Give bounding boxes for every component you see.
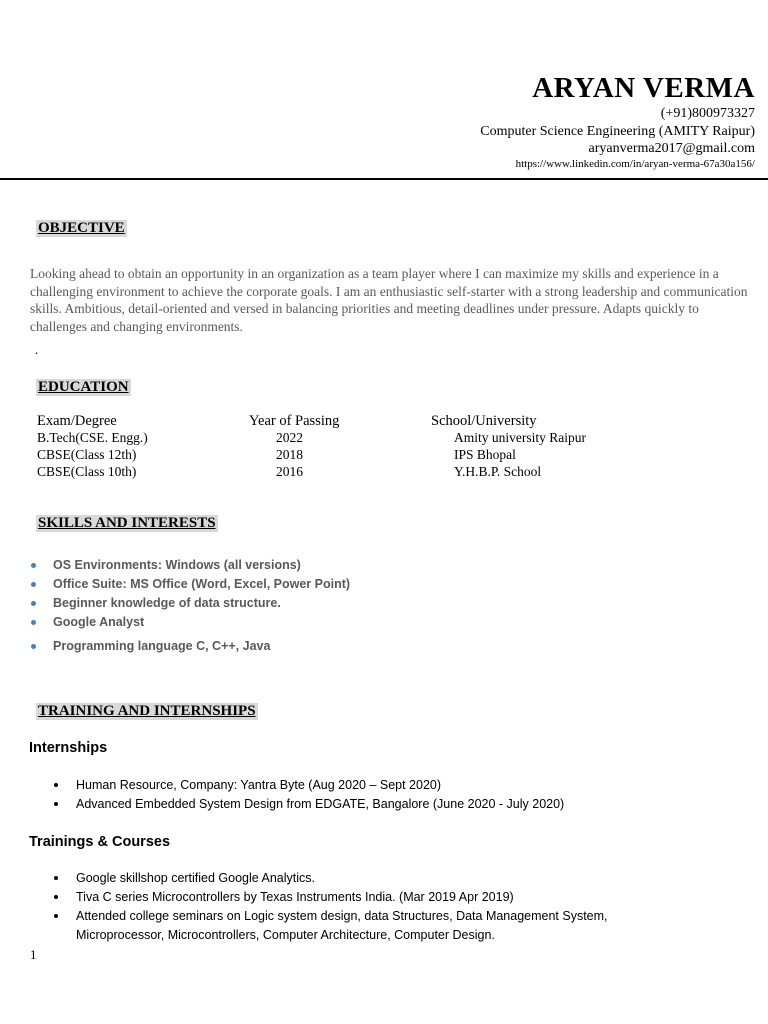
list-item-continuation xyxy=(54,926,608,945)
email-address: aryanverma2017@gmail.com xyxy=(588,141,755,156)
skills-list xyxy=(30,556,350,656)
candidate-name: ARYAN VERMA xyxy=(532,72,755,104)
education-school xyxy=(431,447,516,463)
column-header-degree: Exam/Degree xyxy=(37,413,117,429)
education-school-text: Amity university Raipur xyxy=(454,430,586,445)
internships-subheading: Internships xyxy=(29,740,108,756)
skills-heading: SKILLS AND INTERESTS xyxy=(38,515,216,531)
list-item: Tiva C series Microcontrollers by Texas Instruments India. (Mar 2019 Apr 2019) xyxy=(54,888,608,907)
education-school-text: Y.H.B.P. School xyxy=(454,464,542,479)
education-school xyxy=(431,430,586,446)
education-year: 2016 xyxy=(276,464,303,479)
list-item: Human Resource, Company: Yantra Byte (Aug 2020 – Sept 2020) xyxy=(54,776,564,795)
stray-dot: . xyxy=(35,342,39,357)
degree-line: Computer Science Engineering (AMITY Raipur) xyxy=(480,124,755,139)
education-school xyxy=(431,464,541,480)
page-number: 1 xyxy=(30,947,37,962)
list-item: Attended college seminars on Logic system design, data Structures, Data Management System, xyxy=(54,907,608,926)
objective-heading: OBJECTIVE xyxy=(38,220,125,236)
education-year: 2022 xyxy=(276,430,303,445)
objective-text: Looking ahead to obtain an opportunity in an organization as a team player where I can maximize my skills and experience in a challenging environment to achieve the corporate goals. I am an enthusiastic self-starter with a strong leadership and communication skills. Ambitious, detail-oriented and versed in balancing priorities and meeting deadlines under pressure. Adapts quickly to challenges and changing environments. xyxy=(30,266,748,334)
education-degree: CBSE(Class 12th) xyxy=(37,447,137,462)
list-item: Beginner knowledge of data structure. xyxy=(30,594,350,613)
column-header-year: Year of Passing xyxy=(249,413,340,429)
continuation-text: Microprocessor, Microcontrollers, Computer Architecture, Computer Design. xyxy=(76,928,495,942)
education-heading: EDUCATION xyxy=(38,379,129,395)
list-item: Google Analyst xyxy=(30,613,350,632)
column-header-school: School/University xyxy=(431,413,537,429)
list-item: Advanced Embedded System Design from EDGATE, Bangalore (June 2020 - July 2020) xyxy=(54,795,564,814)
training-heading: TRAINING AND INTERNSHIPS xyxy=(38,703,256,719)
phone-number: (+91)800973327 xyxy=(660,106,755,121)
linkedin-url: https://www.linkedin.com/in/aryan-verma-67a30a156/ xyxy=(515,158,755,170)
list-item: OS Environments: Windows (all versions) xyxy=(30,556,350,575)
list-item: Google skillshop certified Google Analytics. xyxy=(54,869,608,888)
education-year: 2018 xyxy=(276,447,303,462)
education-degree: B.Tech(CSE. Engg.) xyxy=(37,430,148,445)
courses-list xyxy=(54,869,608,945)
header-divider xyxy=(0,178,768,180)
education-school-text: IPS Bhopal xyxy=(454,447,516,462)
courses-subheading: Trainings & Courses xyxy=(29,834,171,850)
education-degree: CBSE(Class 10th) xyxy=(37,464,137,479)
list-item: Programming language C, C++, Java xyxy=(30,637,350,656)
list-item: Office Suite: MS Office (Word, Excel, Power Point) xyxy=(30,575,350,594)
internships-list xyxy=(54,776,564,814)
